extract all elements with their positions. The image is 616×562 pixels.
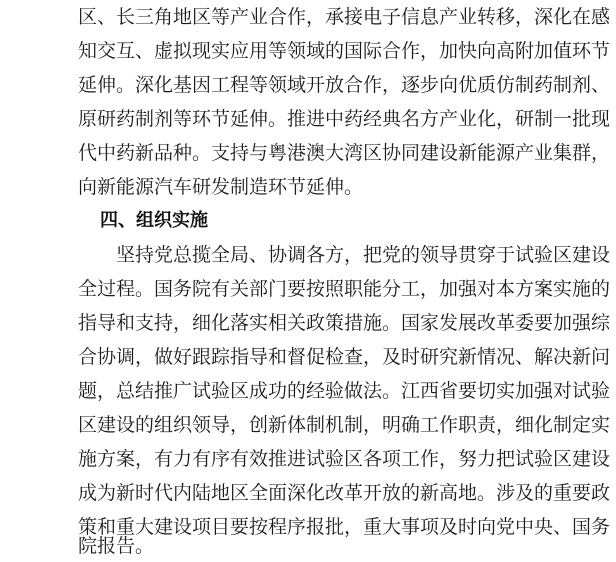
paragraph-line: 向新能源汽车研发制造环节延伸。 <box>78 176 364 198</box>
paragraph-line: 延伸。深化基因工程等领域开放合作，逐步向优质仿制药制剂、 <box>78 74 611 96</box>
paragraph-line: 坚持党总揽全局、协调各方，把党的领导贯穿于试验区建设 <box>78 244 611 266</box>
paragraph-line: 全过程。国务院有关部门要按照职能分工，加强对本方案实施的 <box>78 278 611 300</box>
paragraph-line: 知交互、虚拟现实应用等领域的国际合作，加快向高附加值环节 <box>78 40 611 62</box>
paragraph-line: 策和重大建设项目要按程序报批，重大事项及时向党中央、国务 <box>78 516 611 538</box>
paragraph-line: 区建设的组织领导，创新体制机制，明确工作职责，细化制定实 <box>78 414 611 436</box>
paragraph-line: 指导和支持，细化落实相关政策措施。国家发展改革委要加强综 <box>78 312 611 334</box>
paragraph-line: 区、长三角地区等产业合作，承接电子信息产业转移，深化在感 <box>78 6 611 28</box>
paragraph-line: 成为新时代内陆地区全面深化改革开放的新高地。涉及的重要政 <box>78 482 611 504</box>
paragraph-line: 院报告。 <box>78 535 155 557</box>
paragraph-line: 代中药新品种。支持与粤港澳大湾区协同建设新能源产业集群， <box>78 142 611 164</box>
section-heading: 四、组织实施 <box>100 210 208 231</box>
paragraph-line: 原研药制剂等环节延伸。推进中药经典名方产业化，研制一批现 <box>78 108 611 130</box>
paragraph-line: 合协调，做好跟踪指导和督促检查，及时研究新情况、解决新问 <box>78 346 611 368</box>
paragraph-line: 题，总结推广试验区成功的经验做法。江西省要切实加强对试验 <box>78 380 611 402</box>
paragraph-line: 施方案，有力有序有效推进试验区各项工作，努力把试验区建设 <box>78 448 611 470</box>
